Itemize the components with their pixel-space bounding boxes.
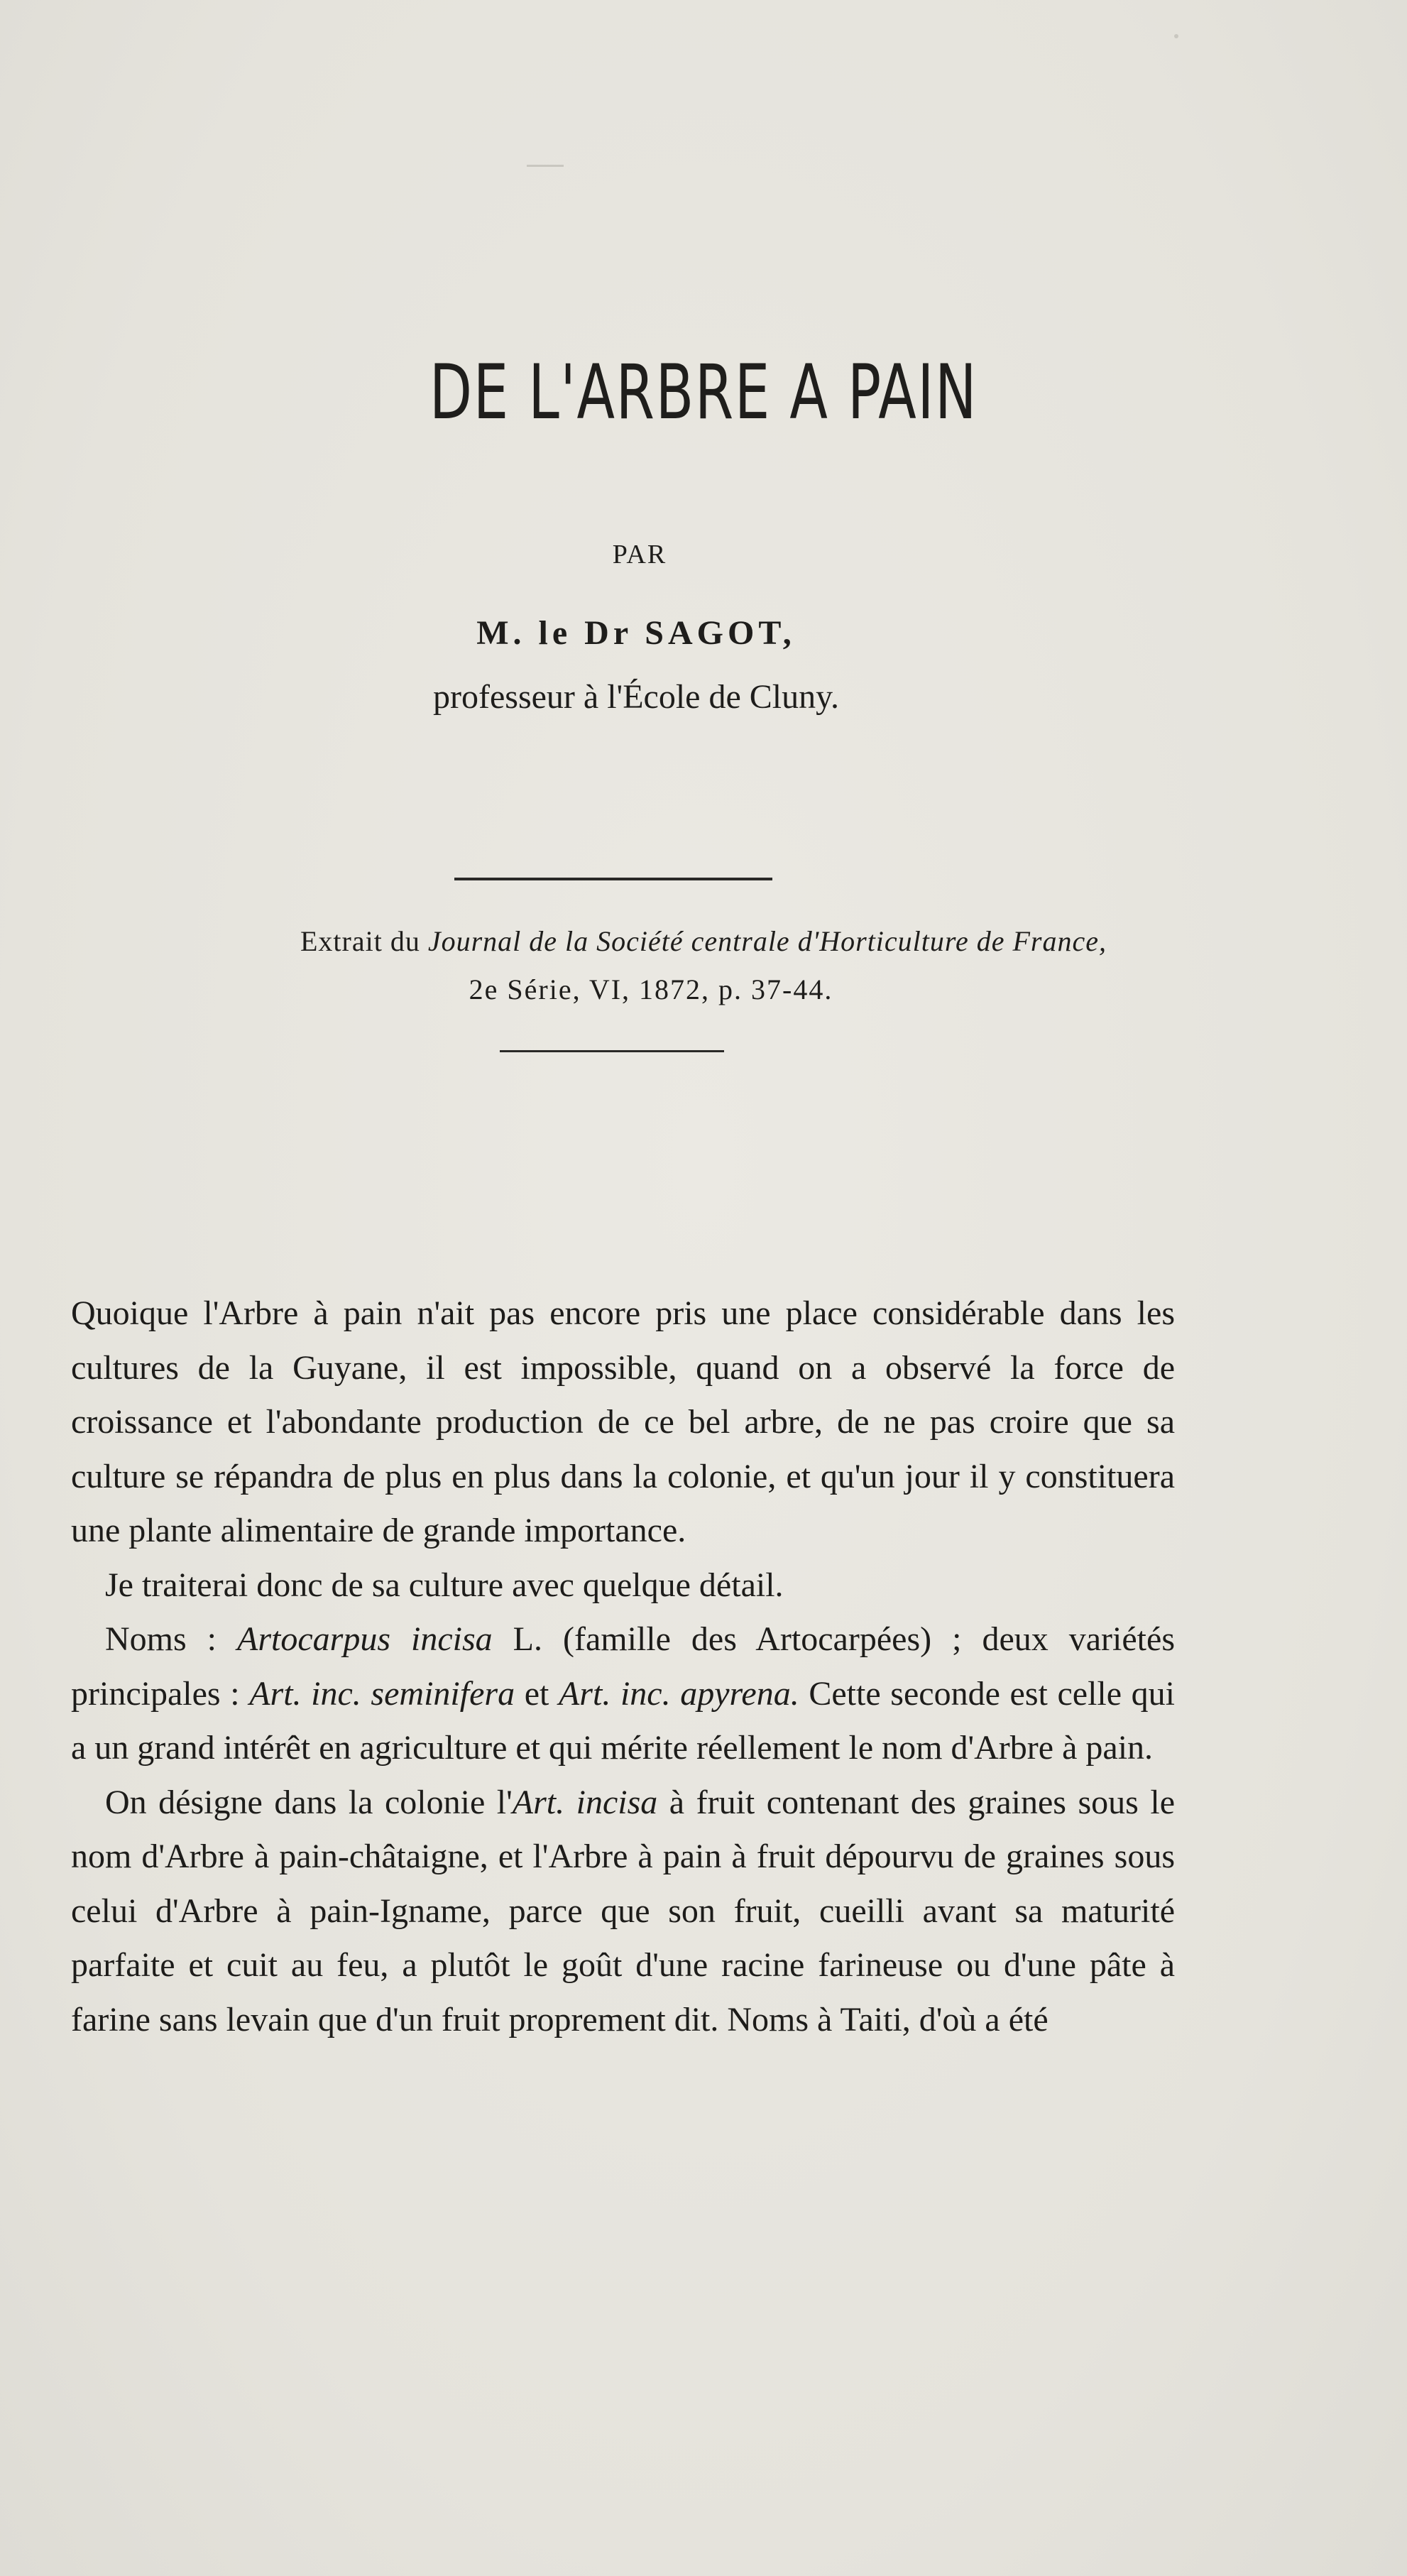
bottom-divider — [500, 1050, 724, 1052]
text-run: et — [515, 1674, 559, 1713]
variety-name: Art. inc. seminifera — [249, 1674, 515, 1713]
author-affiliation: professeur à l'École de Cluny. — [432, 678, 839, 716]
page-title: DE L'ARBRE A PAIN — [429, 349, 978, 436]
species-name: Artocarpus incisa — [237, 1620, 493, 1658]
bleed-through-mark — [1174, 34, 1178, 38]
text-run: à fruit contenant des graines sous le nom d'Arbre à pain-châtaigne, et l'Arbre à pain à fruit dépourvu de graines sous celui d'Arbre à pain-Igname, parce que son fruit, cueilli avant sa maturité parfaite et cuit au feu, a plutôt le goût d'une racine farineuse ou d'une pâte à farine sans levain que d'un fruit proprement dit. Noms à Taiti, d'où a été — [71, 1783, 1176, 2039]
text-run: L. (famille des Artocarpées) ; deux variétés principales : — [71, 1620, 1175, 1713]
text-run: Cette seconde est celle qui a un grand intérêt en agriculture et qui mérite réellement le nom d'Arbre à pain. — [71, 1674, 1176, 1767]
text-run: Noms : — [105, 1620, 238, 1658]
paragraph-4 — [71, 1776, 1175, 2048]
author-name: M. le Dr SAGOT, — [476, 614, 796, 652]
citation-line — [0, 927, 1407, 956]
citation-journal: Journal de la Société centrale d'Horticulture de France, — [427, 925, 1107, 957]
citation-prefix: Extrait du — [300, 925, 428, 957]
top-divider — [454, 878, 772, 880]
paragraph-1: Quoique l'Arbre à pain n'ait pas encore pris une place considérable dans les cultures de la Guyane, il est impossible, quand on a observé la force de croissance et l'abondante production de ce bel arbre, de ne pas croire que sa culture se répandra de plus en plus dans la colonie, et qu'un jour il y constituera une plante alimentaire de grande importance. — [71, 1294, 1175, 1549]
bleed-through-mark — [527, 165, 564, 167]
citation-details: 2e Série, VI, 1872, p. 37-44. — [469, 973, 833, 1005]
paragraph-3 — [71, 1612, 1175, 1776]
species-name: Art. incisa — [512, 1783, 658, 1821]
by-label: PAR — [612, 540, 667, 569]
text-run: On désigne dans la colonie l' — [105, 1783, 513, 1821]
paragraph-2: Je traiterai donc de sa culture avec quelque détail. — [105, 1566, 784, 1604]
variety-name: Art. inc. apyrena. — [558, 1674, 799, 1713]
body-text — [71, 1287, 1175, 2047]
